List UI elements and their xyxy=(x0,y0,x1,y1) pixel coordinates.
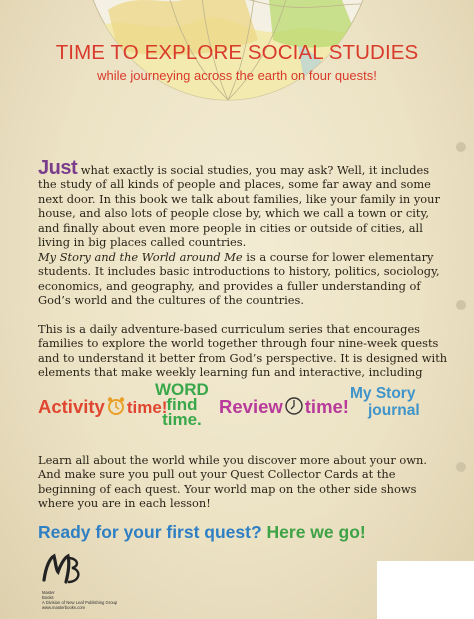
publisher-tagline: A Division of New Leaf Publishing Group xyxy=(42,600,118,605)
publisher-name: Master xyxy=(42,590,55,595)
course-paragraph xyxy=(38,250,448,308)
white-label-box xyxy=(377,561,474,619)
punch-hole xyxy=(456,142,466,152)
alarm-clock-icon xyxy=(106,396,126,416)
punch-hole xyxy=(456,462,466,472)
review-time-logo xyxy=(219,396,349,418)
page-title: TIME TO EXPLORE SOCIAL STUDIES xyxy=(55,41,419,64)
review-time-label: time! xyxy=(304,396,349,417)
page-header xyxy=(30,42,444,83)
page-subtitle: while journeying across the earth on four quests! xyxy=(97,68,377,83)
my-story-label: My Story xyxy=(350,385,416,402)
publisher-name-2: Books xyxy=(42,595,54,600)
punch-hole xyxy=(456,300,466,310)
intro-paragraph xyxy=(38,157,448,250)
master-books-logo-icon xyxy=(40,550,84,590)
feature-logos xyxy=(38,382,438,438)
word-find-time-logo xyxy=(155,382,209,427)
lead-word: Just xyxy=(38,157,78,179)
course-title: My Story and the World around Me xyxy=(38,250,243,264)
course-paragraph-text: is a course for lower elementary students. It includes basic introductions to history, politics, sociology, economics, and geography, and provides a fuller understanding of God’s world and the cultures of the countries. xyxy=(38,250,440,308)
find-label: find xyxy=(166,395,198,414)
activity-time-label: time! xyxy=(126,398,168,417)
my-story-journal-logo xyxy=(350,385,420,419)
word-label: WORD xyxy=(155,380,209,399)
publisher-logo xyxy=(36,550,116,612)
ready-banner xyxy=(38,522,458,543)
curriculum-paragraph: This is a daily adventure-based curriculum series that encourages families to explore the world together through four nine-week quests and to understand it better from God’s perspective. It is designed with elements that make weekly learning fun and interactive, including xyxy=(38,322,448,380)
journal-label: journal xyxy=(368,402,420,419)
ready-question: Ready for your first quest? xyxy=(38,522,262,542)
closing-paragraph: Learn all about the world while you discover more about your own. And make sure you pull out your Quest Collector Cards at the beginning of each quest. Your world map on the other side shows where you are in each lesson! xyxy=(38,453,427,511)
intro-paragraph-text: what exactly is social studies, you may ask? Well, it includes the study of all kinds of people and places, some far away and some next door. In this book we talk about families, like your family in your house, and also lots of people close by, which we call a town or city, and finally about even more people in cities or outside of cities, all living in big places called countries. xyxy=(38,163,440,250)
here-we-go: Here we go! xyxy=(266,522,366,542)
publisher-url: www.masterbooks.com xyxy=(42,605,86,610)
activity-label: Activity xyxy=(38,396,105,417)
review-label: Review xyxy=(219,396,283,417)
time-label: time. xyxy=(162,410,202,429)
activity-time-logo xyxy=(38,396,167,418)
clock-icon xyxy=(284,396,304,416)
